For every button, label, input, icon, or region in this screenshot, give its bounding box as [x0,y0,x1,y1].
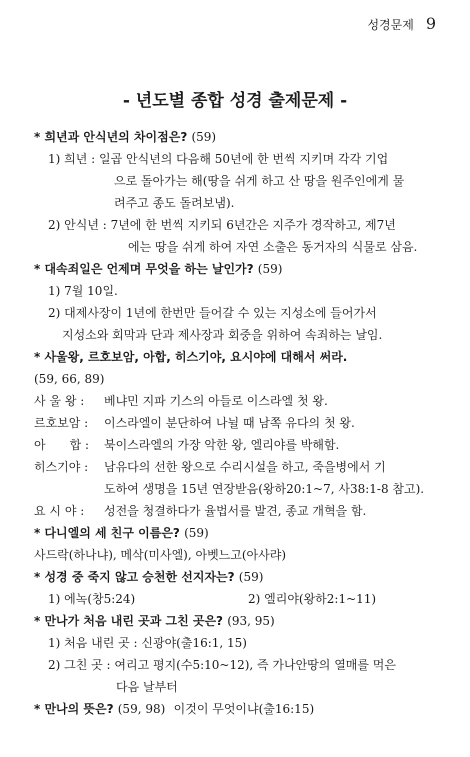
year-ref: (59) [238,570,264,584]
answer-line: 려주고 종도 돌려보냄). [114,196,235,210]
answer-row [34,588,438,610]
question-text: * 만나의 뜻은? [34,702,114,716]
answer-line: 1) 처음 내린 곳 : 신광야(출16:1, 15) [48,636,247,650]
page-header [367,14,436,33]
answer-text: 이스라엘이 분단하여 나뉠 때 남쪽 유다의 첫 왕. [104,416,355,430]
answer-line: 다음 날부터 [116,680,178,694]
answer-text: 북이스라엘의 가장 악한 왕, 엘리야를 박해함. [104,438,340,452]
answer-line: 2) 대제사장이 1년에 한번만 들어갈 수 있는 지성소에 들어가서 [48,306,377,320]
answer-row [34,456,438,478]
section-title: 성경문제 [367,18,414,32]
year-ref: (93, 95) [227,614,275,628]
question-4 [34,522,438,544]
answer-text: 이것이 무엇이냐(출16:15) [173,702,315,716]
question-2 [34,258,438,280]
answer-label: 아 합 : [34,438,90,452]
question-text: * 만나가 처음 내린 곳과 그친 곳은? [34,614,223,628]
answer-row [34,390,438,412]
answer-line: 도하여 생명을 15년 연장받음(왕하20:1~7, 사38:1-8 참고). [104,482,425,496]
answer-text: 남유다의 선한 왕으로 수리시설을 하고, 죽을병에서 기 [104,460,386,474]
answer-text: 1) 에녹(창5:24) [48,592,136,606]
question-text: * 사울왕, 르호보암, 아합, 히스기야, 요시야에 대해서 써라. [34,350,348,364]
question-7 [34,698,438,720]
question-text: * 대속죄일은 언제며 무엇을 하는 날인가? [34,262,254,276]
question-text: * 다니엘의 세 친구 이름은? [34,526,180,540]
question-6 [34,610,438,632]
question-1 [34,126,438,148]
year-ref: (59) [184,526,209,540]
year-ref: (59, 98) [117,702,166,716]
page-number: 9 [425,14,436,33]
year-ref: (59, 66, 89) [34,372,105,386]
year-ref: (59) [191,130,217,144]
answer-label: 히스기야 : [34,460,89,474]
answer-row [34,500,438,522]
answer-row [34,434,438,456]
question-text: * 성경 중 죽지 않고 승천한 선지자는? [34,570,235,584]
question-5 [34,566,438,588]
answer-line: 1) 7월 10일. [48,284,118,298]
answer-line: 으로 돌아가는 해(땅을 쉬게 하고 산 땅을 원주인에게 물 [114,174,405,188]
answer-line: 2) 그친 곳 : 여리고 평지(수5:10~12), 즉 가나안땅의 열매를 먹은 [48,658,396,672]
answer-row [34,412,438,434]
question-text: * 희년과 안식년의 차이점은? [34,130,188,144]
question-list [34,126,438,720]
question-3 [34,346,438,368]
answer-text: 2) 엘리야(왕하2:1~11) [248,592,377,606]
answer-text: 성전을 청결하다가 율법서를 발견, 종교 개혁을 함. [104,504,367,518]
answer-text: 베냐민 지파 기스의 아들로 이스라엘 첫 왕. [104,394,328,408]
year-ref: (59) [257,262,283,276]
answer-line: 지성소와 회막과 단과 제사장과 회중을 위하여 속죄하는 날임. [62,328,383,342]
answer-line: 1) 희년 : 일곱 안식년의 다음해 50년에 한 번씩 지키며 각각 기업 [48,152,389,166]
answer-line: 2) 안식년 : 7년에 한 번씩 지키되 6년간은 지주가 경작하고, 제7년 [48,218,396,232]
answer-label: 요 시 야 : [34,504,85,518]
answer-line: 사드락(하나냐), 메삭(미사엘), 아벳느고(아사랴) [34,548,287,562]
answer-label: 사 울 왕 : [34,394,85,408]
page-title: - 년도별 종합 성경 출제문제 - [122,91,348,111]
answer-label: 르호보암 : [34,416,89,430]
answer-line: 에는 땅을 쉬게 하여 자연 소출은 동거자의 식물로 삼음. [128,240,418,254]
